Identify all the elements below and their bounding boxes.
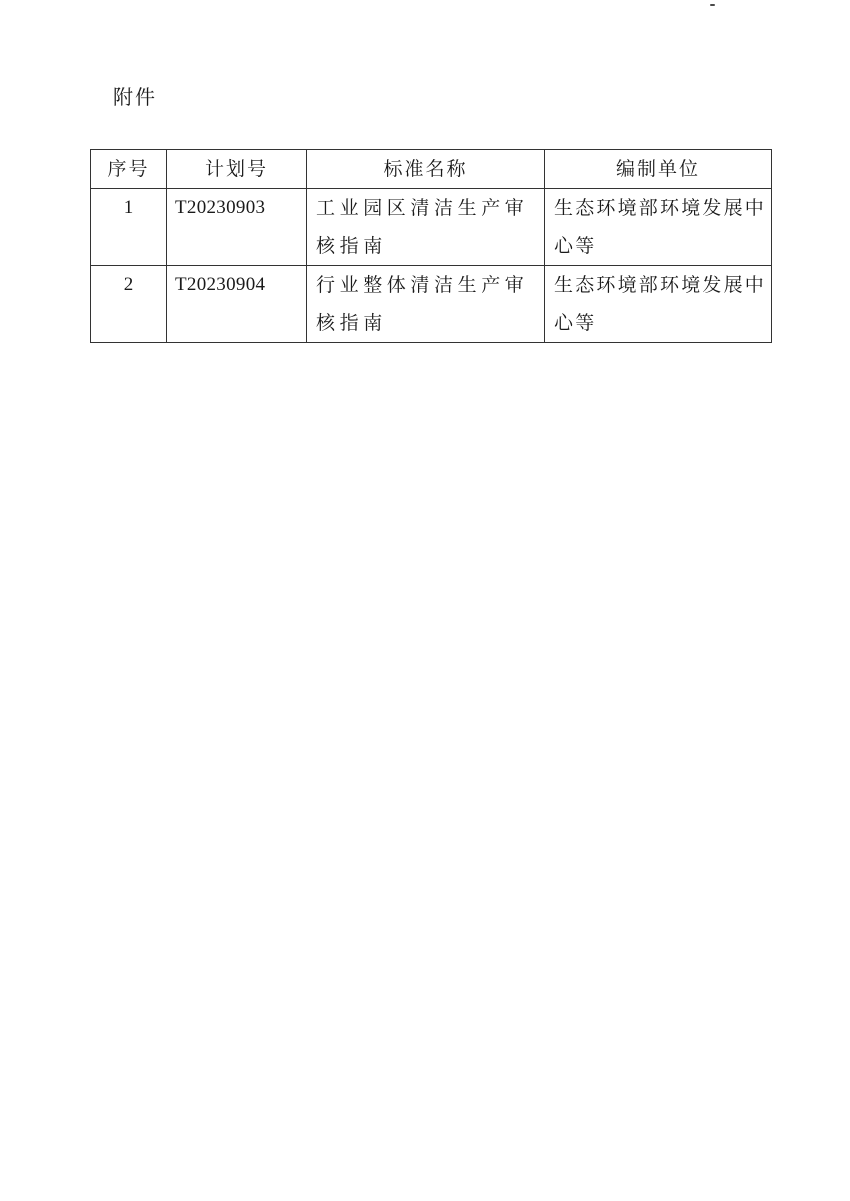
table-header-row bbox=[91, 150, 772, 189]
annex-label: 附件 bbox=[113, 85, 157, 109]
row-seq: 2 bbox=[91, 266, 167, 343]
standards-table bbox=[90, 149, 772, 343]
row-plan-no: T20230903 bbox=[167, 189, 307, 266]
row-plan-no: T20230904 bbox=[167, 266, 307, 343]
header-seq: 序号 bbox=[91, 150, 167, 189]
table-row bbox=[91, 189, 772, 266]
header-organization: 编制单位 bbox=[545, 150, 772, 189]
header-plan-no: 计划号 bbox=[167, 150, 307, 189]
scan-speck bbox=[710, 4, 715, 6]
row-standard-name: 行业整体清洁生产审核指南 bbox=[307, 266, 545, 343]
header-standard-name: 标准名称 bbox=[307, 150, 545, 189]
row-organization: 生态环境部环境发展中心等 bbox=[545, 266, 772, 343]
row-seq: 1 bbox=[91, 189, 167, 266]
row-standard-name: 工业园区清洁生产审核指南 bbox=[307, 189, 545, 266]
row-organization: 生态环境部环境发展中心等 bbox=[545, 189, 772, 266]
table-row bbox=[91, 266, 772, 343]
